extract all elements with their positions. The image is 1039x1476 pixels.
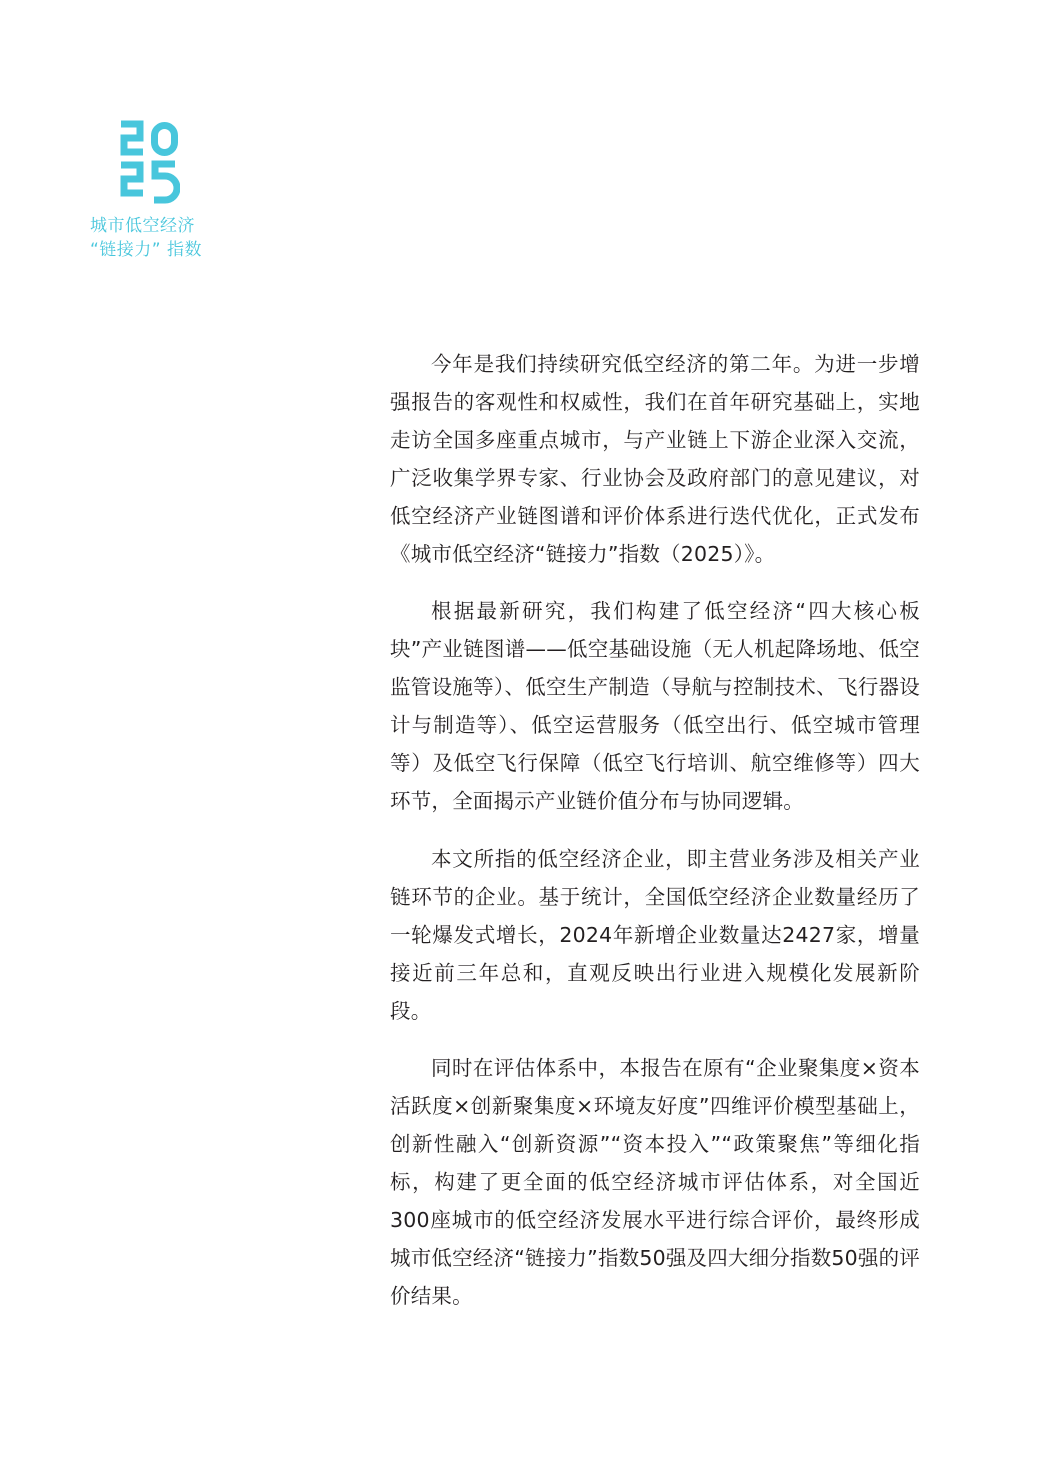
logo-title-line2: “链接力” 指数 bbox=[90, 240, 203, 260]
paragraph: 今年是我们持续研究低空经济的第二年。为进一步增强报告的客观性和权威性，我们在首年研究基础上，实地走访全国多座重点城市，与产业链上下游企业深入交流，广泛收集学界专家、行业协会及政府部门的意见建议，对低空经济产业链图谱和评价体系进行迭代优化，正式发布《城市低空经济“链接力”指数（2025）》。 bbox=[390, 352, 920, 566]
paragraph: 本文所指的低空经济企业，即主营业务涉及相关产业链环节的企业。基于统计，全国低空经济企业数量经历了一轮爆发式增长，2024年新增企业数量达2427家，增量接近前三年总和，直观反映出行业进入规模化发展新阶段。 bbox=[390, 846, 920, 1023]
paragraph: 根据最新研究，我们构建了低空经济“四大核心板块”产业链图谱——低空基础设施（无人机起降场地、低空监管设施等）、低空生产制造（导航与控制技术、飞行器设计与制造等）、低空运营服务（低空出行、低空城市管理等）及低空飞行保障（低空飞行培训、航空维修等）四大环节，全面揭示产业链价值分布与协同逻辑。 bbox=[390, 599, 920, 813]
report-logo bbox=[90, 118, 230, 262]
body-text bbox=[390, 346, 920, 1336]
paragraph: 同时在评估体系中，本报告在原有“企业聚集度×资本活跃度×创新聚集度×环境友好度”四维评价模型基础上，创新性融入“创新资源”“资本投入”“政策聚焦”等细化指标，构建了更全面的低空经济城市评估体系，对全国近300座城市的低空经济发展水平进行综合评价，最终形成城市低空经济“链接力”指数50强及四大细分指数50强的评价结果。 bbox=[390, 1056, 921, 1308]
logo-title-line1: 城市低空经济 bbox=[90, 216, 195, 236]
logo-2025-mark-icon bbox=[118, 118, 180, 206]
